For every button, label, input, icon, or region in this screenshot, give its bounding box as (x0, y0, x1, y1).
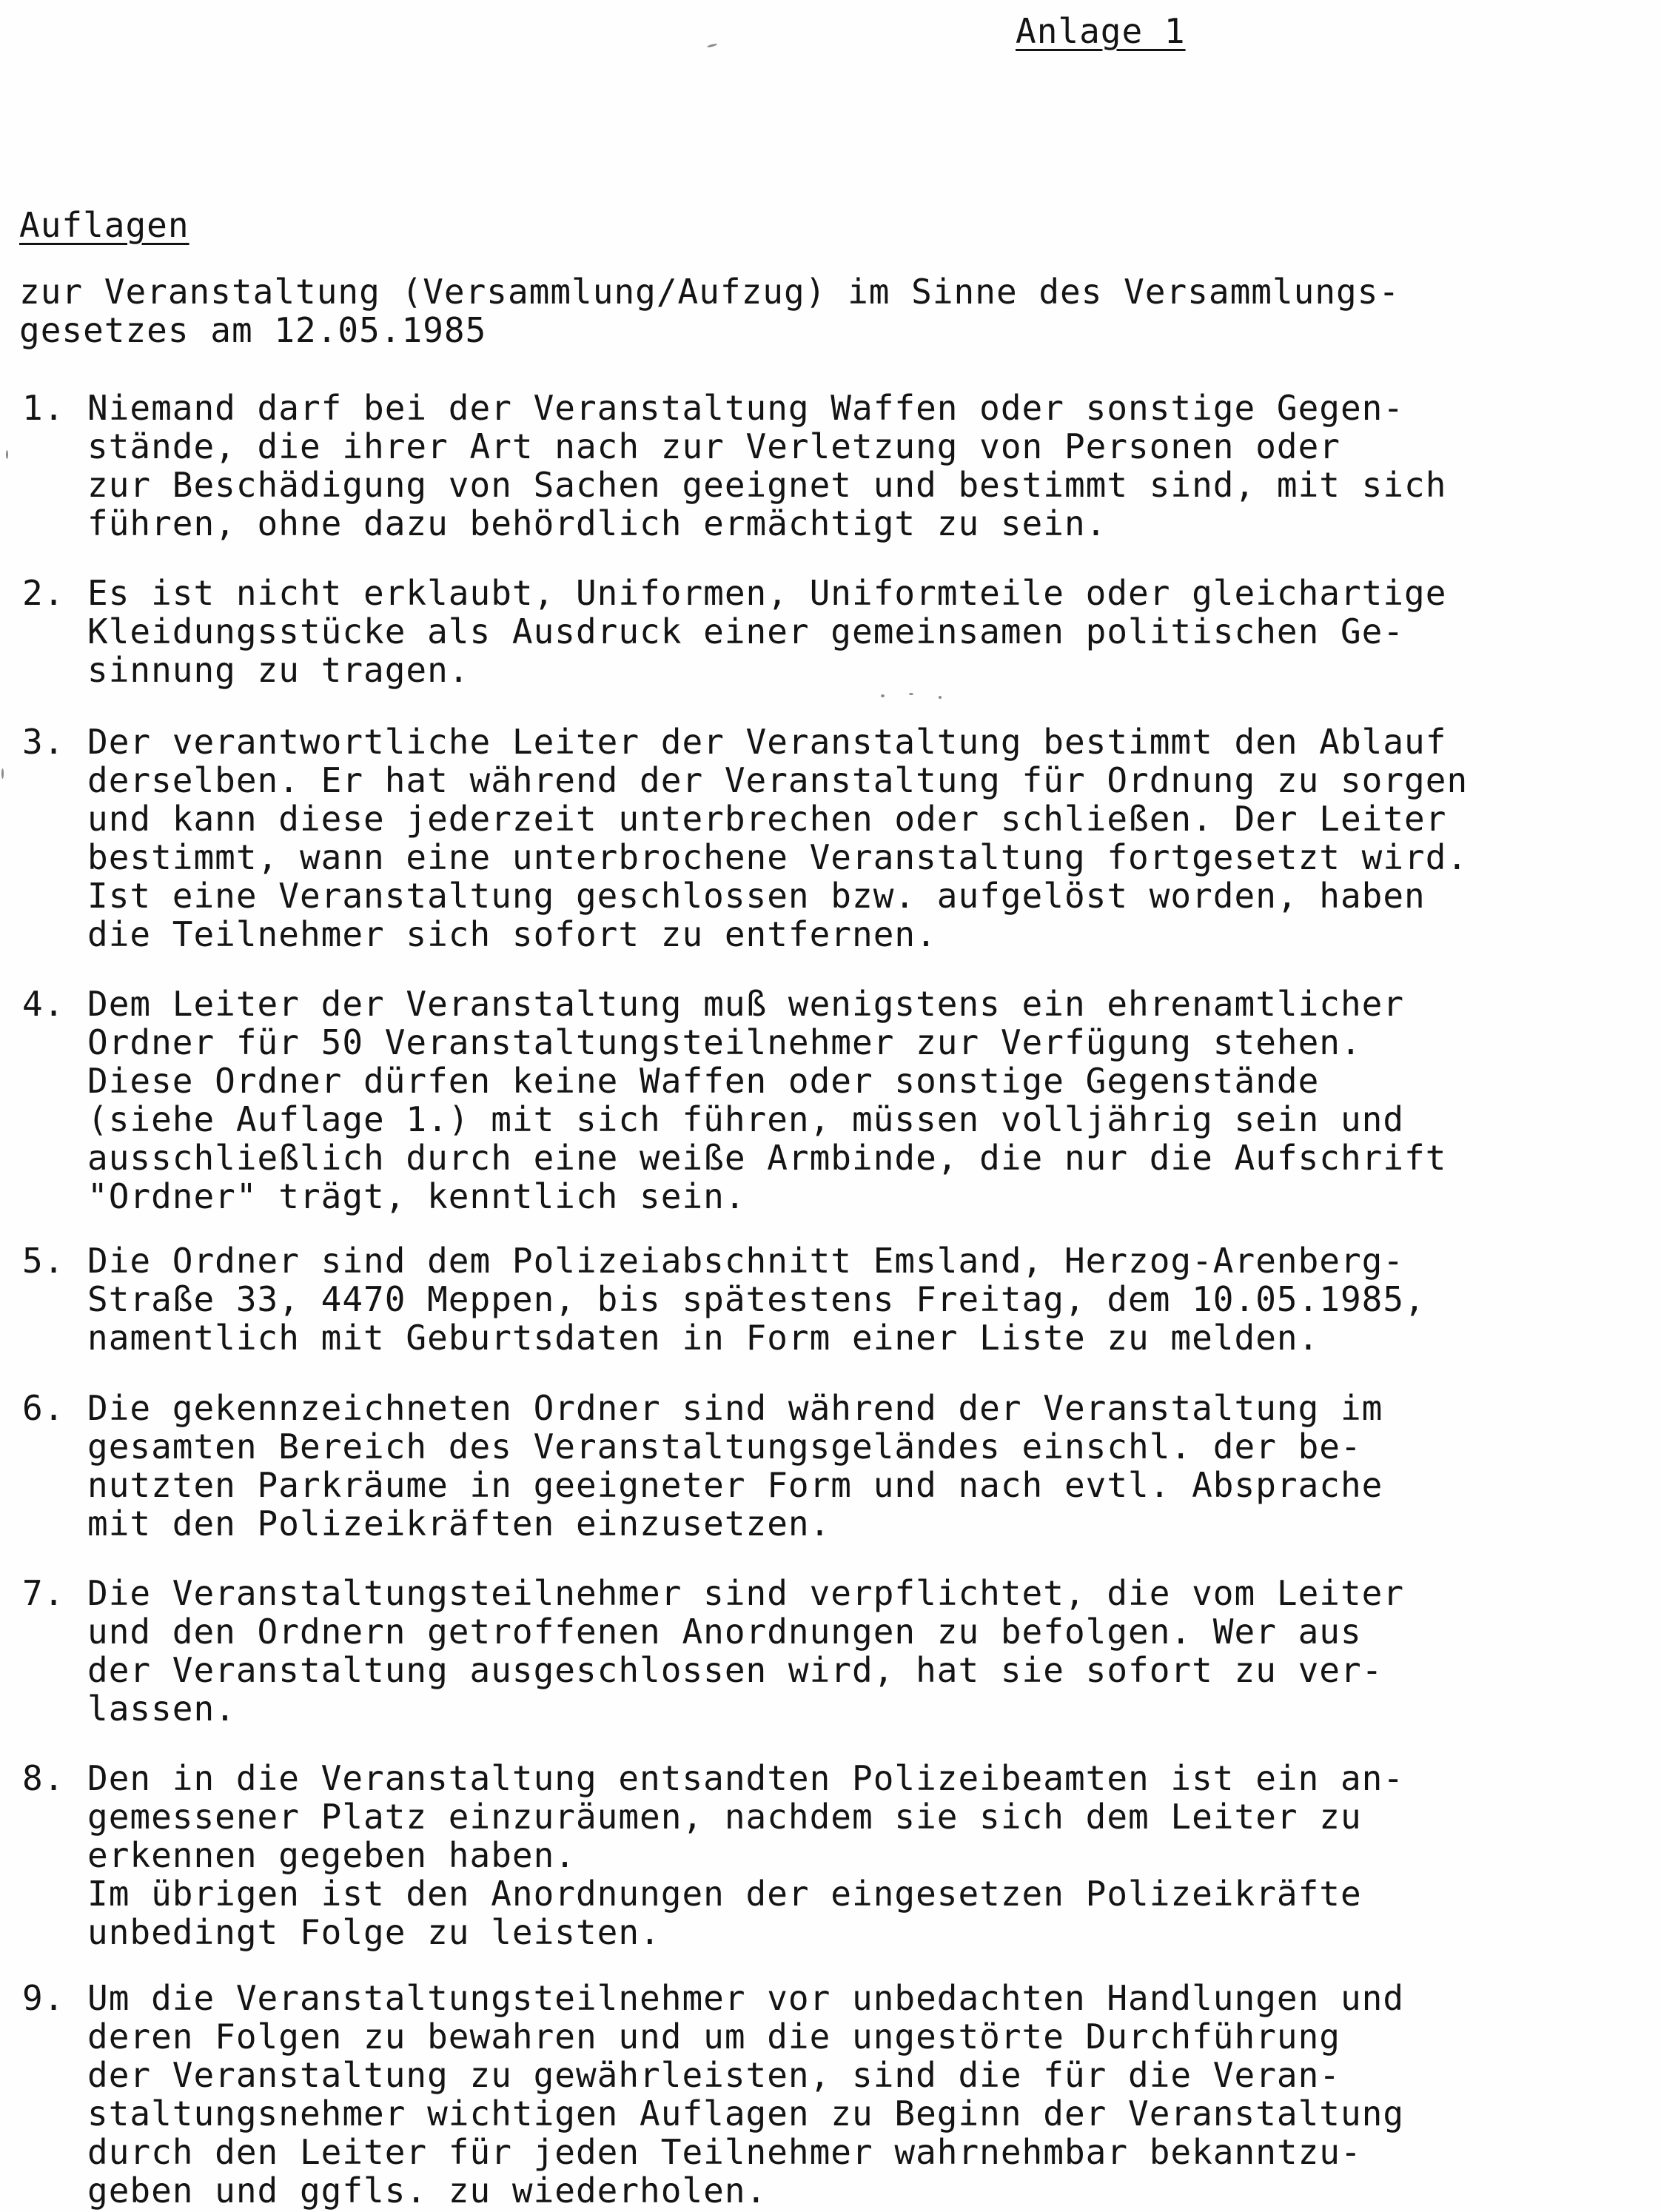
item-line: Dem Leiter der Veranstaltung muß wenigstens ein ehrenamtlicher (87, 984, 1405, 1024)
item-line: Ist eine Veranstaltung geschlossen bzw. aufgelöst worden, haben (87, 876, 1426, 916)
annex-label: Anlage 1 (1016, 11, 1186, 51)
item-line: Der verantwortliche Leiter der Veranstaltung bestimmt den Ablauf (87, 722, 1447, 762)
item-number: 4. (22, 984, 65, 1024)
item-line: Kleidungsstücke als Ausdruck einer gemeinsamen politischen Ge- (87, 611, 1405, 651)
item-number: 7. (22, 1573, 65, 1613)
item-line: gemessener Platz einzuräumen, nachdem sie sich dem Leiter zu (87, 1797, 1362, 1837)
item-line: Ordner für 50 Veranstaltungsteilnehmer zur Verfügung stehen. (87, 1022, 1362, 1062)
intro-line: gesetzes am 12.05.1985 (19, 310, 487, 350)
scan-speck (6, 450, 8, 459)
item-line: staltungsnehmer wichtigen Auflagen zu Beginn der Veranstaltung (87, 2094, 1405, 2134)
item-line: bestimmt, wann eine unterbrochene Veranstaltung fortgesetzt wird. (87, 837, 1469, 877)
item-line: stände, die ihrer Art nach zur Verletzung von Personen oder (87, 426, 1340, 466)
item-line: unbedingt Folge zu leisten. (87, 1912, 661, 1952)
item-line: "Ordner" trägt, kenntlich sein. (87, 1176, 746, 1216)
item-line: geben und ggfls. zu wiederholen. (87, 2171, 768, 2211)
item-number: 6. (22, 1388, 65, 1428)
item-line: erkennen gegeben haben. (87, 1835, 576, 1875)
item-line: Es ist nicht erklaubt, Uniformen, Uniformteile oder gleichartige (87, 573, 1447, 613)
item-number: 8. (22, 1758, 65, 1798)
item-line: Niemand darf bei der Veranstaltung Waffen oder sonstige Gegen- (87, 388, 1405, 428)
item-line: deren Folgen zu bewahren und um die ungestörte Durchführung (87, 2017, 1340, 2057)
item-line: der Veranstaltung ausgeschlossen wird, hat sie sofort zu ver- (87, 1650, 1383, 1690)
scan-speck (939, 696, 942, 699)
item-line: Im übrigen ist den Anordnungen der eingesetzen Polizeikräfte (87, 1874, 1362, 1914)
item-line: die Teilnehmer sich sofort zu entfernen. (87, 914, 937, 954)
item-line: nutzten Parkräume in geeigneter Form und nach evtl. Absprache (87, 1465, 1383, 1505)
item-number: 5. (22, 1241, 65, 1281)
item-line: Um die Veranstaltungsteilnehmer vor unbedachten Handlungen und (87, 1978, 1405, 2018)
item-line: der Veranstaltung zu gewährleisten, sind die für die Veran- (87, 2055, 1340, 2095)
item-number: 3. (22, 722, 65, 762)
item-line: durch den Leiter für jeden Teilnehmer wahrnehmbar bekanntzu- (87, 2132, 1362, 2172)
scan-speck (881, 694, 885, 697)
heading: Auflagen (19, 205, 189, 245)
item-number: 2. (22, 573, 65, 613)
item-line: gesamten Bereich des Veranstaltungsgeländes einschl. der be- (87, 1427, 1362, 1467)
item-line: derselben. Er hat während der Veranstaltung für Ordnung zu sorgen (87, 760, 1469, 800)
item-number: 1. (22, 388, 65, 428)
item-line: Straße 33, 4470 Meppen, bis spätestens Freitag, dem 10.05.1985, (87, 1279, 1426, 1319)
item-line: Die gekennzeichneten Ordner sind während der Veranstaltung im (87, 1388, 1383, 1428)
item-line: sinnung zu tragen. (87, 650, 470, 690)
item-line: lassen. (87, 1689, 236, 1729)
item-line: Die Ordner sind dem Polizeiabschnitt Emsland, Herzog-Arenberg- (87, 1241, 1405, 1281)
item-line: Diese Ordner dürfen keine Waffen oder sonstige Gegenstände (87, 1061, 1320, 1101)
item-line: namentlich mit Geburtsdaten in Form einer Liste zu melden. (87, 1318, 1320, 1358)
scan-speck (1, 768, 4, 779)
item-line: Die Veranstaltungsteilnehmer sind verpflichtet, die vom Leiter (87, 1573, 1405, 1613)
item-line: Den in die Veranstaltung entsandten Polizeibeamten ist ein an- (87, 1758, 1405, 1798)
item-line: (siehe Auflage 1.) mit sich führen, müssen volljährig sein und (87, 1099, 1405, 1139)
item-line: und kann diese jederzeit unterbrechen oder schließen. Der Leiter (87, 799, 1447, 839)
item-line: führen, ohne dazu behördlich ermächtigt zu sein. (87, 503, 1107, 543)
intro-line: zur Veranstaltung (Versammlung/Aufzug) im Sinne des Versammlungs- (19, 272, 1400, 312)
item-line: mit den Polizeikräften einzusetzen. (87, 1504, 831, 1544)
scan-speck (909, 693, 913, 695)
scan-speck (707, 43, 717, 48)
item-line: und den Ordnern getroffenen Anordnungen zu befolgen. Wer aus (87, 1612, 1362, 1652)
item-line: ausschließlich durch eine weiße Armbinde, die nur die Aufschrift (87, 1138, 1447, 1178)
item-number: 9. (22, 1978, 65, 2018)
item-line: zur Beschädigung von Sachen geeignet und bestimmt sind, mit sich (87, 465, 1447, 505)
